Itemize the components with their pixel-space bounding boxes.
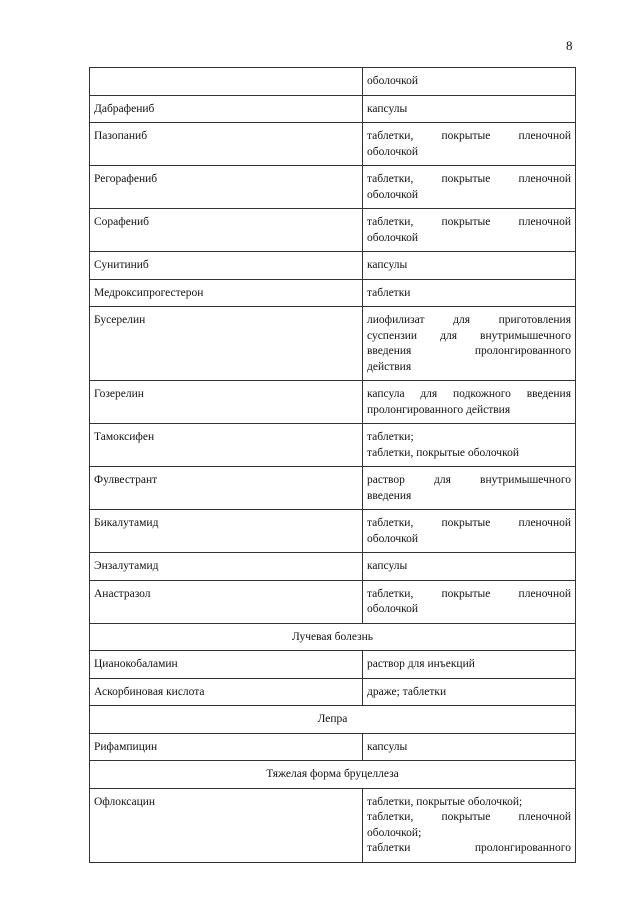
- dosage-form-line: таблетки, покрытые пленочной: [367, 811, 571, 823]
- dosage-form-line: оболочкой: [367, 231, 419, 244]
- table-row: [90, 553, 576, 581]
- drug-name-cell: Пазопаниб: [90, 123, 363, 166]
- dosage-form-line: раствор для внутримышечного: [367, 474, 571, 486]
- table-row: [90, 381, 576, 424]
- table-row: [90, 209, 576, 252]
- dosage-form-line: оболочкой: [367, 532, 419, 545]
- dosage-form-line: оболочкой: [367, 188, 419, 201]
- dosage-form-line: оболочкой: [367, 603, 419, 615]
- section-title: Тяжелая форма бруцеллеза: [90, 761, 576, 789]
- drug-name-cell: Бикалутамид: [90, 510, 363, 553]
- dosage-form-line: пролонгированного действия: [367, 403, 511, 416]
- drug-name-cell: Сунитиниб: [90, 252, 363, 280]
- drug-name-cell: Дабрафениб: [90, 95, 363, 123]
- dosage-form-line: капсулы: [367, 259, 408, 271]
- table-row: [90, 123, 576, 166]
- dosage-form-cell: [363, 381, 576, 424]
- table-row: [90, 95, 576, 123]
- dosage-form-cell: [363, 678, 576, 706]
- dosage-form-line: таблетки: [367, 286, 411, 299]
- drug-name-cell: Анастразол: [90, 580, 363, 623]
- dosage-form-cell: [363, 68, 576, 96]
- dosage-form-line: лиофилизат для приготовления: [367, 314, 571, 326]
- section-header-row: [90, 623, 576, 651]
- dosage-form-line: оболочкой: [367, 145, 419, 158]
- table-row: [90, 166, 576, 209]
- dosage-form-line: таблетки, покрытые пленочной: [367, 587, 571, 600]
- table-row: [90, 580, 576, 623]
- dosage-form-cell: [363, 651, 576, 679]
- dosage-form-cell: [363, 252, 576, 280]
- dosage-form-line: таблетки, покрытые пленочной: [367, 216, 571, 228]
- table-row: [90, 678, 576, 706]
- dosage-form-line: капсула для подкожного введения: [367, 388, 571, 400]
- dosage-form-line: введения пролонгированного: [367, 345, 571, 357]
- dosage-form-cell: [363, 95, 576, 123]
- table-row: [90, 307, 576, 381]
- dosage-form-line: капсулы: [367, 102, 408, 115]
- table-row: [90, 424, 576, 467]
- table-row: [90, 651, 576, 679]
- dosage-form-line: таблетки, покрытые пленочной: [367, 517, 571, 529]
- dosage-form-line: раствор для инъекций: [367, 658, 475, 670]
- drug-table-body: [90, 68, 576, 863]
- dosage-form-line: таблетки;: [367, 431, 414, 443]
- dosage-form-cell: [363, 279, 576, 307]
- dosage-form-line: действия: [367, 360, 412, 373]
- drug-name-cell: Цианокобаламин: [90, 651, 363, 679]
- dosage-form-cell: [363, 307, 576, 381]
- table-row: [90, 252, 576, 280]
- drug-name-cell: Сорафениб: [90, 209, 363, 252]
- drug-name-cell: Офлоксацин: [90, 788, 363, 862]
- dosage-form-cell: [363, 467, 576, 510]
- dosage-form-line: таблетки, покрытые оболочкой: [367, 446, 519, 459]
- dosage-form-line: капсулы: [367, 560, 408, 572]
- dosage-form-cell: [363, 209, 576, 252]
- drug-name-cell: Гозерелин: [90, 381, 363, 424]
- drug-name-cell: Тамоксифен: [90, 424, 363, 467]
- drug-name-cell: Регорафениб: [90, 166, 363, 209]
- table-row: [90, 510, 576, 553]
- dosage-form-line: таблетки пролонгированного: [367, 842, 571, 854]
- dosage-form-line: таблетки, покрытые оболочкой;: [367, 795, 523, 808]
- table-row: [90, 788, 576, 862]
- dosage-form-cell: [363, 510, 576, 553]
- dosage-form-line: введения: [367, 489, 412, 502]
- section-title: Лепра: [90, 706, 576, 734]
- dosage-form-cell: [363, 123, 576, 166]
- dosage-form-cell: [363, 580, 576, 623]
- section-title: Лучевая болезнь: [90, 623, 576, 651]
- table-row: [90, 68, 576, 96]
- drug-name-cell: Фулвестрант: [90, 467, 363, 510]
- section-header-row: [90, 761, 576, 789]
- table-row: [90, 467, 576, 510]
- dosage-form-line: таблетки, покрытые пленочной: [367, 130, 571, 142]
- drug-name-cell: [90, 68, 363, 96]
- dosage-form-line: капсулы: [367, 740, 408, 753]
- dosage-form-cell: [363, 733, 576, 761]
- section-header-row: [90, 706, 576, 734]
- dosage-form-line: драже; таблетки: [367, 685, 447, 698]
- table-row: [90, 279, 576, 307]
- drug-name-cell: Энзалутамид: [90, 553, 363, 581]
- dosage-form-line: суспензии для внутримышечного: [367, 329, 571, 342]
- drug-name-cell: Бусерелин: [90, 307, 363, 381]
- dosage-form-line: таблетки, покрытые пленочной: [367, 173, 571, 185]
- drug-name-cell: Аскорбиновая кислота: [90, 678, 363, 706]
- dosage-form-cell: [363, 424, 576, 467]
- dosage-form-line: оболочкой: [367, 75, 419, 87]
- table-row: [90, 733, 576, 761]
- drug-table: [89, 67, 576, 863]
- dosage-form-cell: [363, 553, 576, 581]
- drug-name-cell: Рифампицин: [90, 733, 363, 761]
- dosage-form-cell: [363, 788, 576, 862]
- dosage-form-line: оболочкой;: [367, 826, 422, 839]
- drug-name-cell: Медроксипрогестерон: [90, 279, 363, 307]
- page-number: 8: [566, 38, 573, 53]
- dosage-form-cell: [363, 166, 576, 209]
